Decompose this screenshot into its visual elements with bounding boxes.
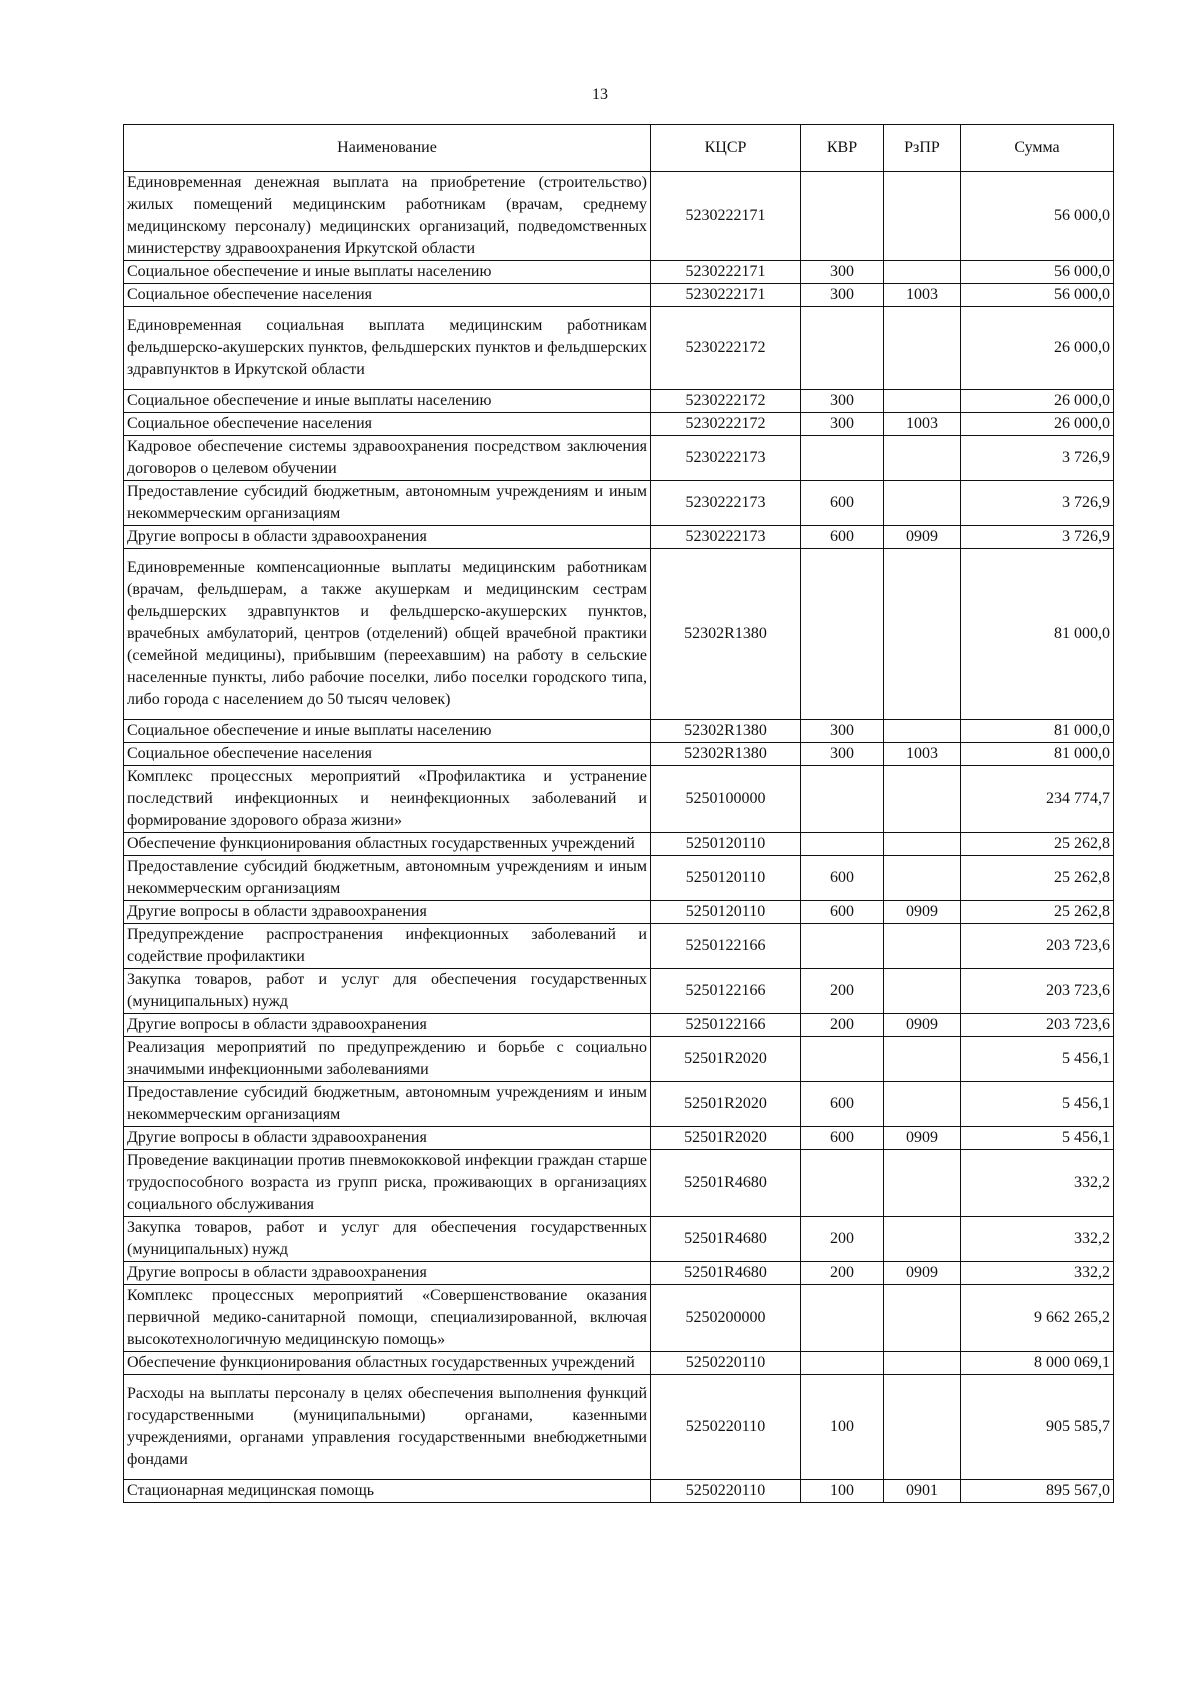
row-kvr-cell: 100: [801, 1375, 884, 1480]
row-kcsr-cell: 52302R1380: [651, 743, 801, 766]
table-row: [124, 1037, 1114, 1082]
row-kcsr-cell: 5230222171: [651, 172, 801, 261]
row-sum-cell: 25 262,8: [961, 901, 1114, 924]
row-kcsr-cell: 52302R1380: [651, 720, 801, 743]
header-name: Наименование: [124, 125, 651, 172]
row-kcsr-cell: 5250122166: [651, 1014, 801, 1037]
row-rzpr-cell: [884, 1082, 961, 1127]
row-name-cell: Другие вопросы в области здравоохранения: [124, 526, 651, 549]
row-rzpr-cell: [884, 720, 961, 743]
row-sum-cell: 203 723,6: [961, 924, 1114, 969]
row-kcsr-cell: 5250120110: [651, 833, 801, 856]
row-rzpr-cell: [884, 1352, 961, 1375]
row-rzpr-cell: 1003: [884, 284, 961, 307]
row-name-cell: Другие вопросы в области здравоохранения: [124, 901, 651, 924]
row-name-cell: Комплекс процессных мероприятий «Профилактика и устранение последствий инфекционных и неинфекционных заболеваний и формирование здорового образа жизни»: [124, 766, 651, 833]
row-rzpr-cell: [884, 172, 961, 261]
row-kvr-cell: 300: [801, 720, 884, 743]
row-sum-cell: 81 000,0: [961, 743, 1114, 766]
row-sum-cell: 905 585,7: [961, 1375, 1114, 1480]
table-header-row: [124, 125, 1114, 172]
row-name-cell: Единовременная денежная выплата на приобретение (строительство) жилых помещений медицинским работникам (врачам, среднему медицинскому персоналу) медицинских организаций, подведомственных министерству здравоохранения Иркутской области: [124, 172, 651, 261]
row-sum-cell: 5 456,1: [961, 1127, 1114, 1150]
table-row: [124, 1150, 1114, 1217]
table-row: [124, 924, 1114, 969]
budget-table: [123, 124, 1114, 1503]
row-kcsr-cell: 5250122166: [651, 969, 801, 1014]
row-sum-cell: 25 262,8: [961, 833, 1114, 856]
row-rzpr-cell: 1003: [884, 413, 961, 436]
table-row: [124, 436, 1114, 481]
row-name-cell: Кадровое обеспечение системы здравоохранения посредством заключения договоров о целевом обучении: [124, 436, 651, 481]
row-kcsr-cell: 5230222171: [651, 284, 801, 307]
row-kvr-cell: 600: [801, 901, 884, 924]
row-sum-cell: 332,2: [961, 1150, 1114, 1217]
row-rzpr-cell: [884, 549, 961, 720]
row-sum-cell: 3 726,9: [961, 481, 1114, 526]
row-rzpr-cell: [884, 833, 961, 856]
row-sum-cell: 56 000,0: [961, 172, 1114, 261]
table-row: [124, 901, 1114, 924]
row-rzpr-cell: 0909: [884, 1262, 961, 1285]
row-kcsr-cell: 5250100000: [651, 766, 801, 833]
row-sum-cell: 26 000,0: [961, 307, 1114, 390]
row-sum-cell: 9 662 265,2: [961, 1285, 1114, 1352]
row-kvr-cell: [801, 1285, 884, 1352]
row-rzpr-cell: [884, 436, 961, 481]
row-kvr-cell: [801, 1150, 884, 1217]
table-body: [124, 172, 1114, 1503]
row-kcsr-cell: 52501R2020: [651, 1127, 801, 1150]
row-kvr-cell: 200: [801, 969, 884, 1014]
table-row: [124, 720, 1114, 743]
table-row: [124, 766, 1114, 833]
row-kcsr-cell: 5250220110: [651, 1480, 801, 1503]
row-sum-cell: 81 000,0: [961, 720, 1114, 743]
row-rzpr-cell: 0909: [884, 526, 961, 549]
row-kvr-cell: 300: [801, 390, 884, 413]
table-row: [124, 743, 1114, 766]
row-rzpr-cell: 0909: [884, 901, 961, 924]
row-name-cell: Предоставление субсидий бюджетным, автономным учреждениям и иным некоммерческим организациям: [124, 856, 651, 901]
row-kcsr-cell: 5230222172: [651, 390, 801, 413]
row-name-cell: Социальное обеспечение населения: [124, 413, 651, 436]
table-row: [124, 413, 1114, 436]
row-name-cell: Другие вопросы в области здравоохранения: [124, 1127, 651, 1150]
table-row: [124, 856, 1114, 901]
row-name-cell: Социальное обеспечение и иные выплаты населению: [124, 720, 651, 743]
row-rzpr-cell: 1003: [884, 743, 961, 766]
row-kvr-cell: 100: [801, 1480, 884, 1503]
row-kcsr-cell: 5230222172: [651, 413, 801, 436]
row-name-cell: Предупреждение распространения инфекционных заболеваний и содействие профилактики: [124, 924, 651, 969]
row-kcsr-cell: 5230222171: [651, 261, 801, 284]
row-sum-cell: 203 723,6: [961, 1014, 1114, 1037]
row-kvr-cell: 600: [801, 481, 884, 526]
row-name-cell: Единовременные компенсационные выплаты медицинским работникам (врачам, фельдшерам, а также акушеркам и медицинским сестрам фельдшерских здравпунктов и фельдшерско-акушерских пунктов, врачебных амбулаторий, центров (отделений) общей врачебной практики (семейной медицины), прибывшим (переехавшим) на работу в сельские населенные пункты, либо рабочие поселки, либо поселки городского типа, либо города с населением до 50 тысяч человек): [124, 549, 651, 720]
table-row: [124, 1082, 1114, 1127]
row-name-cell: Социальное обеспечение и иные выплаты населению: [124, 390, 651, 413]
row-kvr-cell: 600: [801, 1082, 884, 1127]
row-kvr-cell: 600: [801, 856, 884, 901]
row-kcsr-cell: 52501R4680: [651, 1217, 801, 1262]
row-kcsr-cell: 5250120110: [651, 901, 801, 924]
row-kvr-cell: [801, 924, 884, 969]
row-sum-cell: 332,2: [961, 1262, 1114, 1285]
row-sum-cell: 895 567,0: [961, 1480, 1114, 1503]
row-name-cell: Проведение вакцинации против пневмококковой инфекции граждан старше трудоспособного возраста из групп риска, проживающих в организациях социального обслуживания: [124, 1150, 651, 1217]
row-sum-cell: 26 000,0: [961, 390, 1114, 413]
table-row: [124, 549, 1114, 720]
row-rzpr-cell: 0901: [884, 1480, 961, 1503]
header-kcsr: КЦСР: [651, 125, 801, 172]
row-sum-cell: 25 262,8: [961, 856, 1114, 901]
row-name-cell: Реализация мероприятий по предупреждению и борьбе с социально значимыми инфекционными заболеваниями: [124, 1037, 651, 1082]
table-row: [124, 1352, 1114, 1375]
row-sum-cell: 234 774,7: [961, 766, 1114, 833]
table-row: [124, 1262, 1114, 1285]
row-kcsr-cell: 5230222173: [651, 481, 801, 526]
row-name-cell: Закупка товаров, работ и услуг для обеспечения государственных (муниципальных) нужд: [124, 1217, 651, 1262]
row-name-cell: Единовременная социальная выплата медицинским работникам фельдшерско-акушерских пунктов, фельдшерских пунктов и фельдшерских здравпунктов в Иркутской области: [124, 307, 651, 390]
row-sum-cell: 81 000,0: [961, 549, 1114, 720]
row-sum-cell: 56 000,0: [961, 284, 1114, 307]
table-row: [124, 526, 1114, 549]
table-row: [124, 1014, 1114, 1037]
table-row: [124, 833, 1114, 856]
row-kcsr-cell: 5250200000: [651, 1285, 801, 1352]
row-name-cell: Предоставление субсидий бюджетным, автономным учреждениям и иным некоммерческим организациям: [124, 481, 651, 526]
table-row: [124, 1285, 1114, 1352]
row-kvr-cell: 200: [801, 1014, 884, 1037]
row-kvr-cell: 200: [801, 1262, 884, 1285]
row-name-cell: Социальное обеспечение населения: [124, 284, 651, 307]
row-rzpr-cell: [884, 969, 961, 1014]
header-sum: Сумма: [961, 125, 1114, 172]
row-rzpr-cell: [884, 1217, 961, 1262]
row-name-cell: Социальное обеспечение и иные выплаты населению: [124, 261, 651, 284]
row-kvr-cell: 300: [801, 413, 884, 436]
row-kcsr-cell: 52501R2020: [651, 1082, 801, 1127]
row-rzpr-cell: [884, 1375, 961, 1480]
header-kvr: КВР: [801, 125, 884, 172]
row-kvr-cell: [801, 307, 884, 390]
row-kcsr-cell: 52501R4680: [651, 1150, 801, 1217]
table-row: [124, 481, 1114, 526]
row-name-cell: Социальное обеспечение населения: [124, 743, 651, 766]
row-kvr-cell: [801, 549, 884, 720]
row-rzpr-cell: [884, 766, 961, 833]
row-kcsr-cell: 5230222173: [651, 436, 801, 481]
table-row: [124, 1375, 1114, 1480]
row-name-cell: Комплекс процессных мероприятий «Совершенствование оказания первичной медико-санитарной помощи, специализированной, включая высокотехнологичную медицинскую помощь»: [124, 1285, 651, 1352]
row-sum-cell: 8 000 069,1: [961, 1352, 1114, 1375]
row-rzpr-cell: [884, 1037, 961, 1082]
row-rzpr-cell: [884, 924, 961, 969]
row-kcsr-cell: 52501R2020: [651, 1037, 801, 1082]
row-rzpr-cell: [884, 307, 961, 390]
row-sum-cell: 5 456,1: [961, 1037, 1114, 1082]
row-name-cell: Другие вопросы в области здравоохранения: [124, 1262, 651, 1285]
row-kvr-cell: 300: [801, 284, 884, 307]
row-kcsr-cell: 5230222173: [651, 526, 801, 549]
row-kcsr-cell: 5250220110: [651, 1352, 801, 1375]
row-rzpr-cell: 0909: [884, 1127, 961, 1150]
table-row: [124, 261, 1114, 284]
table-row: [124, 1127, 1114, 1150]
row-rzpr-cell: 0909: [884, 1014, 961, 1037]
row-name-cell: Расходы на выплаты персоналу в целях обеспечения выполнения функций государственными (муниципальными) органами, казенными учреждениями, органами управления государственными внебюджетными фондами: [124, 1375, 651, 1480]
row-sum-cell: 26 000,0: [961, 413, 1114, 436]
row-kvr-cell: [801, 172, 884, 261]
row-kcsr-cell: 52501R4680: [651, 1262, 801, 1285]
row-rzpr-cell: [884, 856, 961, 901]
row-kvr-cell: 200: [801, 1217, 884, 1262]
header-rzpr: РзПР: [884, 125, 961, 172]
row-kcsr-cell: 5250122166: [651, 924, 801, 969]
table-row: [124, 969, 1114, 1014]
row-kcsr-cell: 5250220110: [651, 1375, 801, 1480]
row-name-cell: Стационарная медицинская помощь: [124, 1480, 651, 1503]
row-rzpr-cell: [884, 1285, 961, 1352]
row-sum-cell: 56 000,0: [961, 261, 1114, 284]
row-rzpr-cell: [884, 1150, 961, 1217]
row-kvr-cell: [801, 1352, 884, 1375]
row-rzpr-cell: [884, 481, 961, 526]
row-sum-cell: 3 726,9: [961, 526, 1114, 549]
table-row: [124, 284, 1114, 307]
row-kvr-cell: [801, 1037, 884, 1082]
row-kcsr-cell: 5230222172: [651, 307, 801, 390]
row-kvr-cell: 300: [801, 743, 884, 766]
row-name-cell: Предоставление субсидий бюджетным, автономным учреждениям и иным некоммерческим организациям: [124, 1082, 651, 1127]
row-rzpr-cell: [884, 390, 961, 413]
page-number: 13: [592, 86, 608, 103]
row-kcsr-cell: 52302R1380: [651, 549, 801, 720]
table-row: [124, 307, 1114, 390]
row-name-cell: Обеспечение функционирования областных государственных учреждений: [124, 833, 651, 856]
row-sum-cell: 332,2: [961, 1217, 1114, 1262]
row-name-cell: Закупка товаров, работ и услуг для обеспечения государственных (муниципальных) нужд: [124, 969, 651, 1014]
row-kvr-cell: 600: [801, 526, 884, 549]
row-name-cell: Обеспечение функционирования областных государственных учреждений: [124, 1352, 651, 1375]
table-row: [124, 390, 1114, 413]
row-rzpr-cell: [884, 261, 961, 284]
table-row: [124, 1480, 1114, 1503]
row-sum-cell: 5 456,1: [961, 1082, 1114, 1127]
row-kvr-cell: [801, 436, 884, 481]
row-name-cell: Другие вопросы в области здравоохранения: [124, 1014, 651, 1037]
row-kvr-cell: 600: [801, 1127, 884, 1150]
table-row: [124, 172, 1114, 261]
row-kcsr-cell: 5250120110: [651, 856, 801, 901]
row-kvr-cell: [801, 833, 884, 856]
table-row: [124, 1217, 1114, 1262]
row-sum-cell: 3 726,9: [961, 436, 1114, 481]
row-kvr-cell: [801, 766, 884, 833]
row-sum-cell: 203 723,6: [961, 969, 1114, 1014]
row-kvr-cell: 300: [801, 261, 884, 284]
